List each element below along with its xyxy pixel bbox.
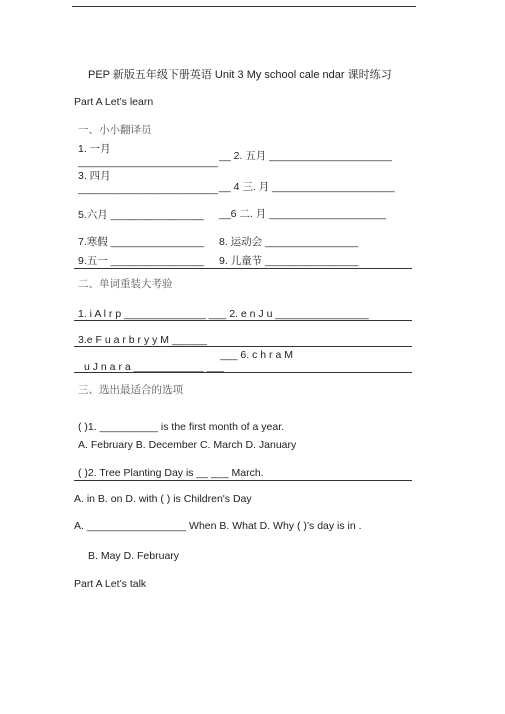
s3-q1-options: A. February B. December C. March D. January <box>78 439 297 451</box>
s1-q5: 5.六月 ________________ <box>78 209 205 221</box>
section3-heading: 三、选出最适合的选项 <box>78 384 183 396</box>
s1-q8: 8. 运动会 ________________ <box>219 236 359 248</box>
s1-q4: __ 4 三. 月 _____________________ <box>219 181 395 193</box>
s1-q7: 7.寒假 ________________ <box>78 236 205 248</box>
section1-heading: 一、小小翻译员 <box>78 124 152 136</box>
part-a-learn-heading: Part A Let’s learn <box>74 96 154 108</box>
page-title: PEP 新版五年级下册英语 Unit 3 My school cale ndar 课时练习 <box>88 69 392 81</box>
s1-q1-blank: ________________________ <box>78 156 219 168</box>
s2-rule-3 <box>74 372 412 373</box>
s2-rule-1 <box>74 320 412 321</box>
section2-heading: 二、单词重装大考验 <box>78 278 173 290</box>
s3-q3-options: B. May D. February <box>88 550 180 562</box>
s1-q9a: 9.五一 ________________ <box>78 255 205 267</box>
s1-q2: __ 2. 五月 _____________________ <box>219 150 392 162</box>
s3-q2: ( )2. Tree Planting Day is __ ___ March. <box>78 467 264 479</box>
s2-q3: 3.e F u a r b r y y M ______ <box>78 334 207 346</box>
top-rule <box>72 6 416 7</box>
s1-q3: 3. 四月 <box>78 170 111 182</box>
s1-q3-blank: ________________________ <box>78 183 219 195</box>
s2-q6: ___ 6. c h r a M <box>220 349 293 361</box>
s1-q9b: 9. 儿童节 ________________ <box>219 255 359 267</box>
s2-rule-2 <box>74 346 412 347</box>
s3-q3: A. _________________ When B. What D. Why ( )’s day is in . <box>74 520 362 532</box>
s3-q1: ( )1. __________ is the first month of a year. <box>78 421 285 433</box>
s1-q6: __6 二. 月 ____________________ <box>219 208 386 220</box>
section1-rule <box>74 268 412 269</box>
s3-rule-1 <box>74 480 412 481</box>
s3-q2-options: A. in B. on D. with ( ) is Children's Day <box>74 493 252 505</box>
s1-q1: 1. 一月 <box>78 143 111 155</box>
s2-q5: u J n a r a ____________ ___ <box>84 361 225 373</box>
s2-q1: 1. i A l r p ______________ ___ 2. e n J u ________________ <box>78 308 369 320</box>
part-a-talk-heading: Part A Let’s talk <box>74 578 147 590</box>
